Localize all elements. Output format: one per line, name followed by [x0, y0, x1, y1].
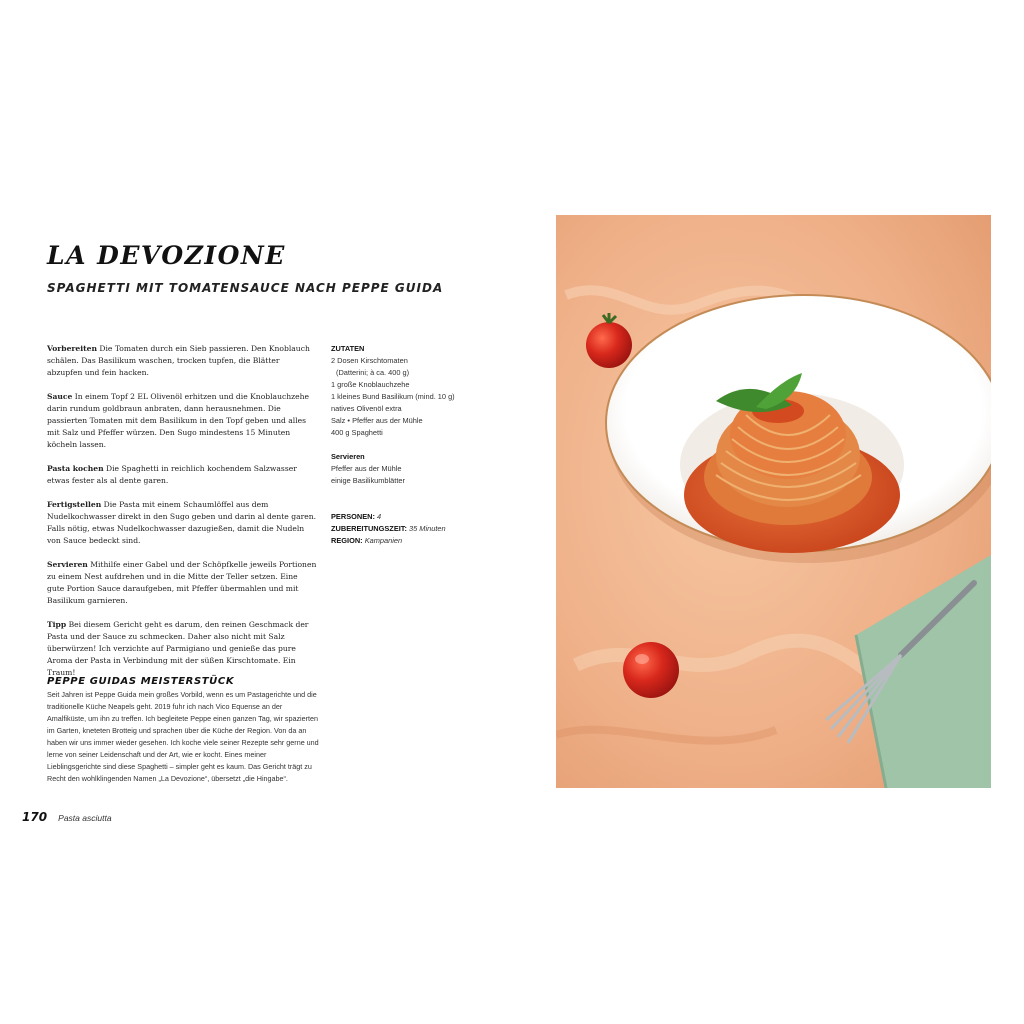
time-label: ZUBEREITUNGSZEIT:	[331, 524, 407, 533]
region-label: REGION:	[331, 536, 363, 545]
page-number: 170	[22, 810, 48, 824]
recipe-title: LA DEVOZIONE	[47, 241, 286, 270]
recipe-subtitle: SPAGHETTI MIT TOMATENSAUCE NACH PEPPE GUIDA	[47, 281, 444, 295]
sidebar-box-text: Seit Jahren ist Peppe Guida mein großes Vorbild, wenn es um Pastagerichte und die traditionelle Küche Neapels geht. 2019 fuhr ich nach Vico Equense an der Amalfiküste, um ihn zu treffen. Ich begleitete Peppe einen ganzen Tag, wir spazierten im Garten, kneteten Brotteig und sprachen über die Küche der Region. Von da an haben wir uns immer wieder gesehen. Ich koche viele seiner Rezepte sehr gerne und lerne von seiner Leidenschaft und der Art, wie er kocht. Eines meiner Lieblingsgerichte sind diese Spaghetti – simpler geht es kaum. Das Gericht trägt zu Recht den wohlklingenden Namen „La Devozione“, übersetzt „die Hingabe“.	[47, 690, 319, 783]
ingredient-item: (Datterini; à ca. 400 g)	[336, 368, 410, 377]
step-text: Die Pasta mit einem Schaumlöffel aus dem Nudelkochwasser direkt in den Sugo geben und darin al dente garen. Falls nötig, etwas Nudelkochwasser dazugießen, damit die Nudeln von Sauce bedeckt sind.	[47, 500, 317, 545]
step-text: Die Tomaten durch ein Sieb passieren. Den Knoblauch schälen. Das Basilikum waschen, trocken tupfen, die Blätter abzupfen und fein hacken.	[47, 344, 310, 377]
meta-persons	[331, 511, 511, 523]
ingredient-item: 2 Dosen Kirschtomaten	[331, 356, 408, 365]
time-value: 35 Minuten	[409, 524, 446, 533]
ingredients-heading: ZUTATEN	[331, 344, 365, 353]
ingredient-item: 400 g Spaghetti	[331, 428, 383, 437]
serving-heading: Servieren	[331, 452, 365, 461]
spaghetti-photo	[556, 215, 991, 788]
meta-region	[331, 535, 511, 547]
step-cook-pasta	[47, 463, 317, 487]
section-name: Pasta asciutta	[58, 813, 112, 823]
step-finish	[47, 499, 317, 547]
ingredients-column	[331, 343, 511, 547]
region-value: Kampanien	[364, 536, 403, 545]
preparation-steps	[47, 343, 317, 691]
step-text: Bei diesem Gericht geht es darum, den reinen Geschmack der Pasta und der Sauce zu schmecken. Daher also nicht mit Salz überwürzen! Ich verzichte auf Parmigiano und genieße das pure Aroma der Pasta in Verbindung mit der süßen Kirschtomate. Ein Traum!	[47, 620, 309, 677]
step-label: Pasta kochen	[47, 464, 104, 473]
step-sauce	[47, 391, 317, 451]
step-label: Fertigstellen	[47, 500, 102, 509]
ingredient-item: 1 große Knoblauchzehe	[331, 380, 410, 389]
serving-item: Pfeffer aus der Mühle	[331, 464, 402, 473]
sidebar-box-heading: PEPPE GUIDAS MEISTERSTÜCK	[47, 676, 235, 687]
meta-time	[331, 523, 511, 535]
serving-item: einige Basilikumblätter	[331, 476, 405, 485]
step-text: Die Spaghetti in reichlich kochendem Salzwasser etwas fester als al dente garen.	[47, 464, 297, 485]
step-text: In einem Topf 2 EL Olivenöl erhitzen und die Knoblauchzehe darin rundum goldbraun anbraten, dann herausnehmen. Die passierten Tomaten mit dem Basilikum in den Topf geben und alles mit Salz und Pfeffer würzen. Den Sugo mindestens 15 Minuten köcheln lassen.	[47, 392, 309, 449]
ingredient-item: 1 kleines Bund Basilikum (mind. 10 g)	[331, 392, 455, 401]
ingredient-item: natives Olivenöl extra	[331, 404, 402, 413]
step-label: Tipp	[47, 620, 67, 629]
ingredient-item: Salz • Pfeffer aus der Mühle	[331, 416, 423, 425]
step-label: Vorbereiten	[47, 344, 97, 353]
step-text: Mithilfe einer Gabel und der Schöpfkelle jeweils Portionen zu einem Nest aufdrehen und in die Mitte der Teller setzen. Eine gute Portion Sauce daraufgeben, mit Pfeffer übermahlen und mit Basilikum garnieren.	[47, 560, 317, 605]
step-label: Sauce	[47, 392, 73, 401]
persons-label: PERSONEN:	[331, 512, 375, 521]
step-prepare	[47, 343, 317, 379]
step-serve	[47, 559, 317, 607]
step-tip	[47, 619, 317, 679]
persons-value: 4	[377, 512, 382, 521]
step-label: Servieren	[47, 560, 88, 569]
tomato-bottom	[623, 642, 679, 698]
page-footer	[22, 806, 112, 825]
